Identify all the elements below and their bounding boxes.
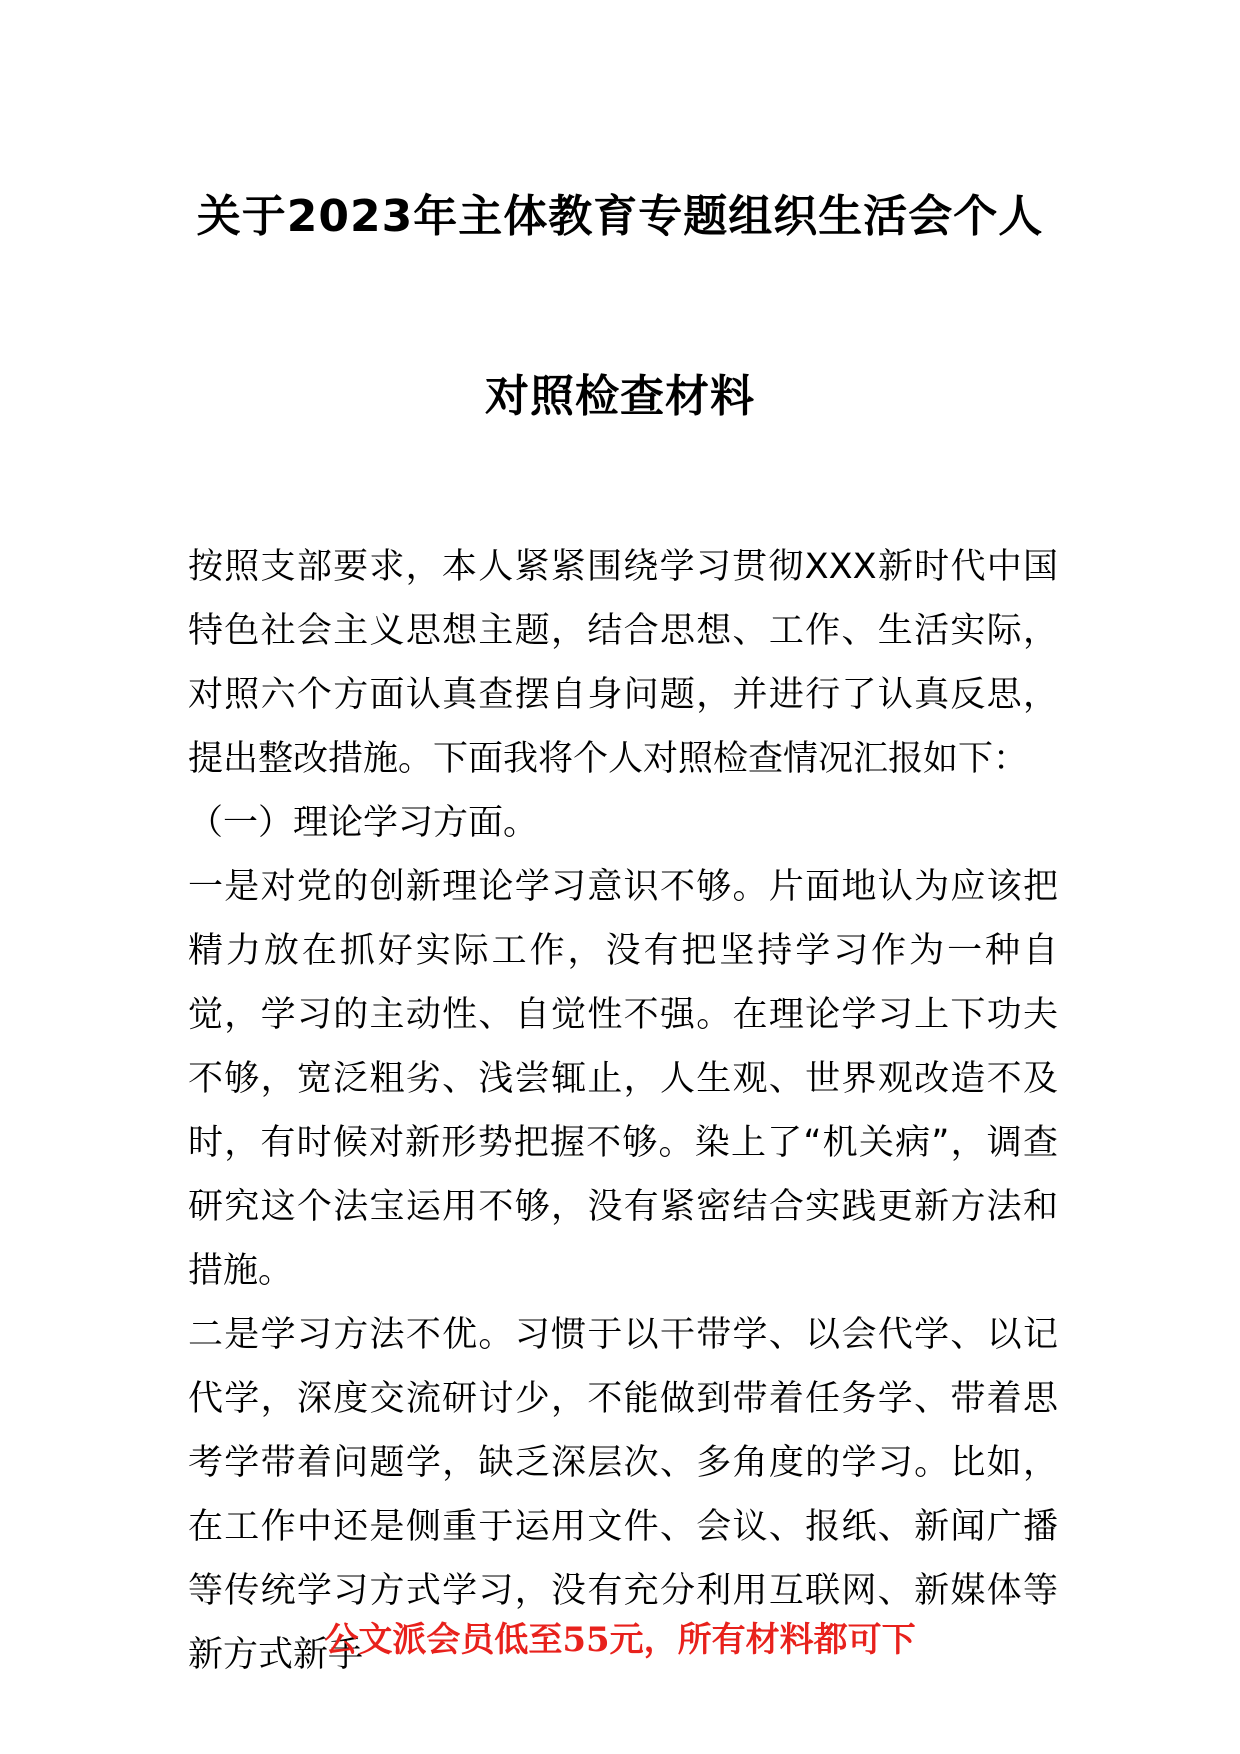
body-paragraph-point-one: 一是对党的创新理论学习意识不够。片面地认为应该把精力放在抓好实际工作，没有把坚持学习作为一种自觉，学习的主动性、自觉性不强。在理论学习上下功夫不够，宽泛粗劣、浅尝辄止，人生观、世界观改造不及时，有时候对新形势把握不够。染上了“机关病”，调查研究这个法宝运用不够，没有紧密结合实践更新方法和措施。 [188,867,1058,1291]
document-body [188,535,1058,1687]
body-paragraph-point-two: 二是学习方法不优。习惯于以干带学、以会代学、以记代学，深度交流研讨少，不能做到带着任务学、带着思考学带着问题学，缺乏深层次、多角度的学习。比如，在工作中还是侧重于运用文件、会议、报纸、新闻广播等传统学习方式学习，没有充分利用互联网、新媒体等新方式新手 [188,1315,1058,1675]
section-heading-theory-study: （一）理论学习方面。 [188,803,539,843]
document-title-line-2: 对照检查材料 [485,371,755,422]
document-title-line-1: 关于2023年主体教育专题组织生活会个人 [196,191,1044,242]
body-paragraph-intro: 按照支部要求，本人紧紧围绕学习贯彻XXX新时代中国特色社会主义思想主题，结合思想、工作、生活实际，对照六个方面认真查摆自身问题，并进行了认真反思，提出整改措施。下面我将个人对照检查情况汇报如下： [188,547,1058,779]
promo-footer-note: 公文派会员低至55元，所有材料都可下 [324,1620,916,1660]
